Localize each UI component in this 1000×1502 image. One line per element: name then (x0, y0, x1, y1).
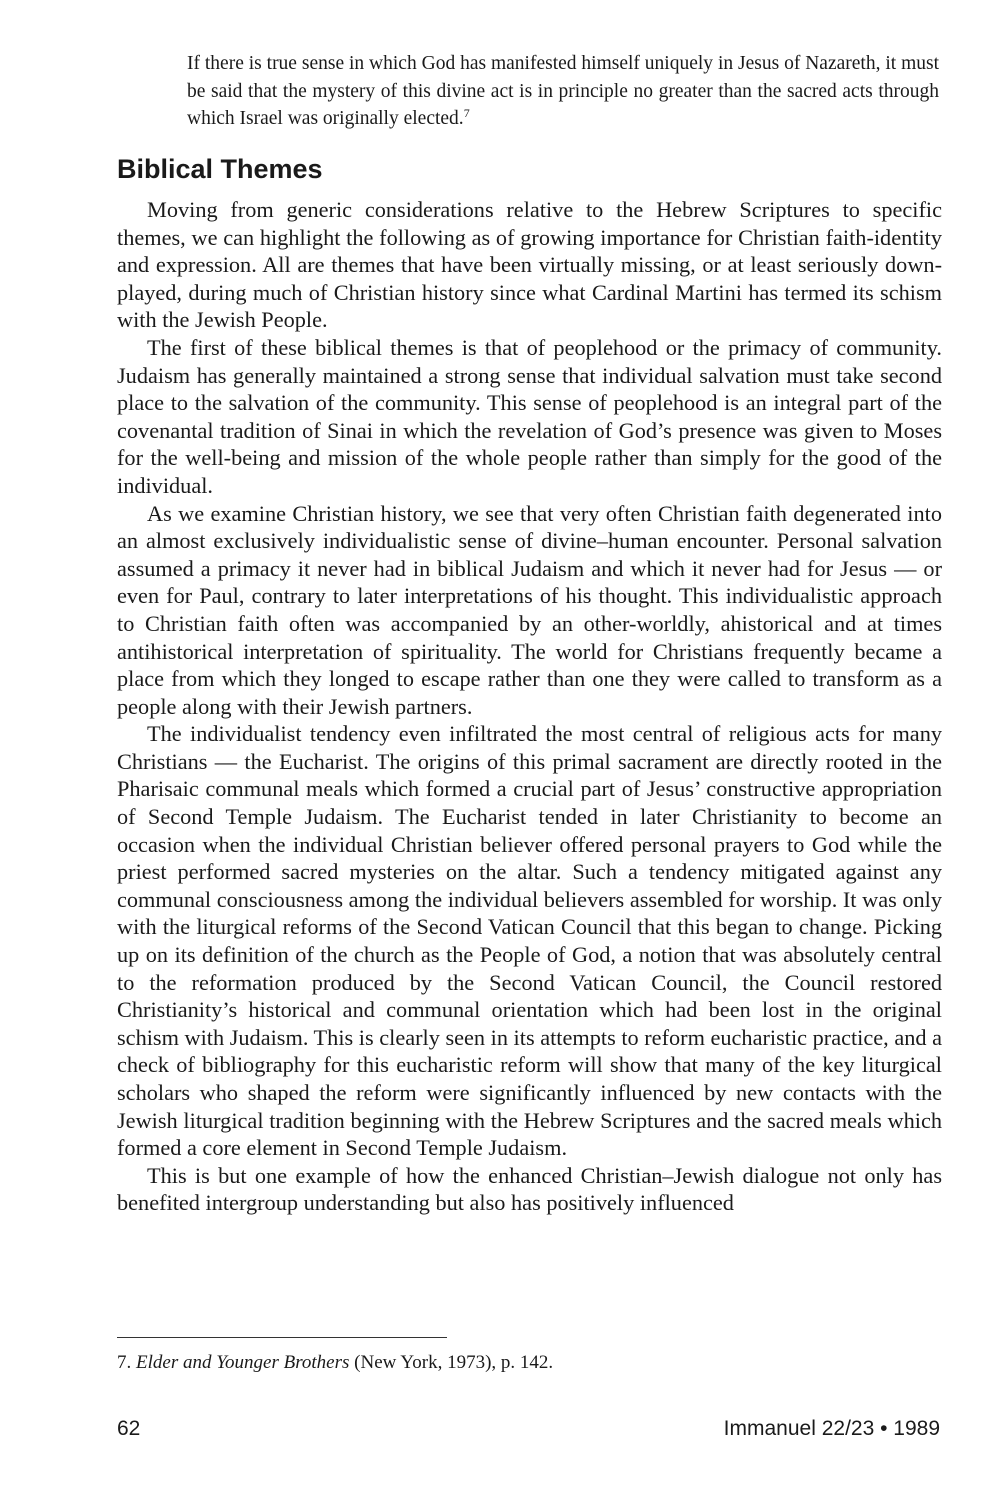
body-text (117, 196, 942, 1217)
footnote-divider (117, 1337, 447, 1338)
journal-footer: Immanuel 22/23 • 1989 (723, 1417, 940, 1440)
page-number: 62 (117, 1417, 141, 1440)
paragraph: The individualist tendency even infiltrated the most central of religious acts for many Christians — the Eucharist. The origins of this primal sacrament are directly rooted in the Pharisaic communal meals which formed a crucial part of Jesus’ constructive appropriation of Second Temple Judaism. The Eucharist tended in later Christianity to become an occasion when the individual Christian believer offered personal prayers to God while the priest performed sacred mysteries on the altar. Such a tendency mitigated against any communal consciousness among the individual believers assembled for worship. It was only with the liturgical reforms of the Second Vatican Council that this began to change. Picking up on its definition of the church as the People of God, a notion that was absolutely central to the reformation produced by the Second Vatican Council, the Council restored Christianity’s historical and communal orientation which had been lost in the original schism with Judaism. This is clearly seen in its attempts to reform eucharistic practice, and a check of bibliography for this eucharistic reform will show that many of the key liturgical scholars who shaped the reform were significantly influenced by new contacts with the Jewish liturgical tradition beginning with the Hebrew Scriptures and the sacred meals which formed a core element in Second Temple Judaism. (117, 721, 942, 1161)
paragraph: As we examine Christian history, we see that very often Christian faith degenerated into an almost exclusively individualistic sense of divine–human encounter. Personal salvation assumed a primacy it never had in biblical Judaism and which it never had for Jesus — or even for Paul, contrary to later interpretations of his thought. This individualistic approach to Christian faith often was accompanied by an other-worldly, ahistorical and at times antihistorical interpretation of spirituality. The world for Christians frequently became a place from which they longed to escape rather than one they were called to transform as a people along with their Jewish partners. (117, 500, 942, 719)
section-heading: Biblical Themes (117, 154, 323, 184)
paragraph: This is but one example of how the enhanced Christian–Jewish dialogue not only has benefited intergroup understanding but also has positively influenced (117, 1162, 942, 1216)
footnote-citation: (New York, 1973), p. 142. (354, 1352, 554, 1373)
paragraph: Moving from generic considerations relative to the Hebrew Scriptures to specific themes, we can highlight the following as of growing importance for Christian faith-identity and expression. All are themes that have been virtually missing, or at least seriously down-played, during much of Christian history since what Cardinal Martini has termed its schism with the Jewish People. (117, 197, 942, 333)
footnote-reference[interactable]: 7 (463, 106, 470, 120)
block-quote-text: If there is true sense in which God has manifested himself uniquely in Jesus of Nazareth, it must be said that the mystery of this divine act is in principle no greater than the sacred acts through which Israel was originally elected. (187, 53, 939, 129)
footnote-number: 7. (117, 1352, 132, 1373)
footnote-title: Elder and Younger Brothers (136, 1352, 350, 1373)
block-quote (187, 50, 939, 133)
footnote (117, 1350, 553, 1376)
paragraph: The first of these biblical themes is that of peoplehood or the primacy of community. Judaism has generally maintained a strong sense that individual salvation must take second place to the salvation of the community. This sense of peoplehood is an integral part of the covenantal tradition of Sinai in which the revelation of God’s presence was given to Moses for the well-being and mission of the whole people rather than simply for the good of the individual. (117, 334, 942, 498)
